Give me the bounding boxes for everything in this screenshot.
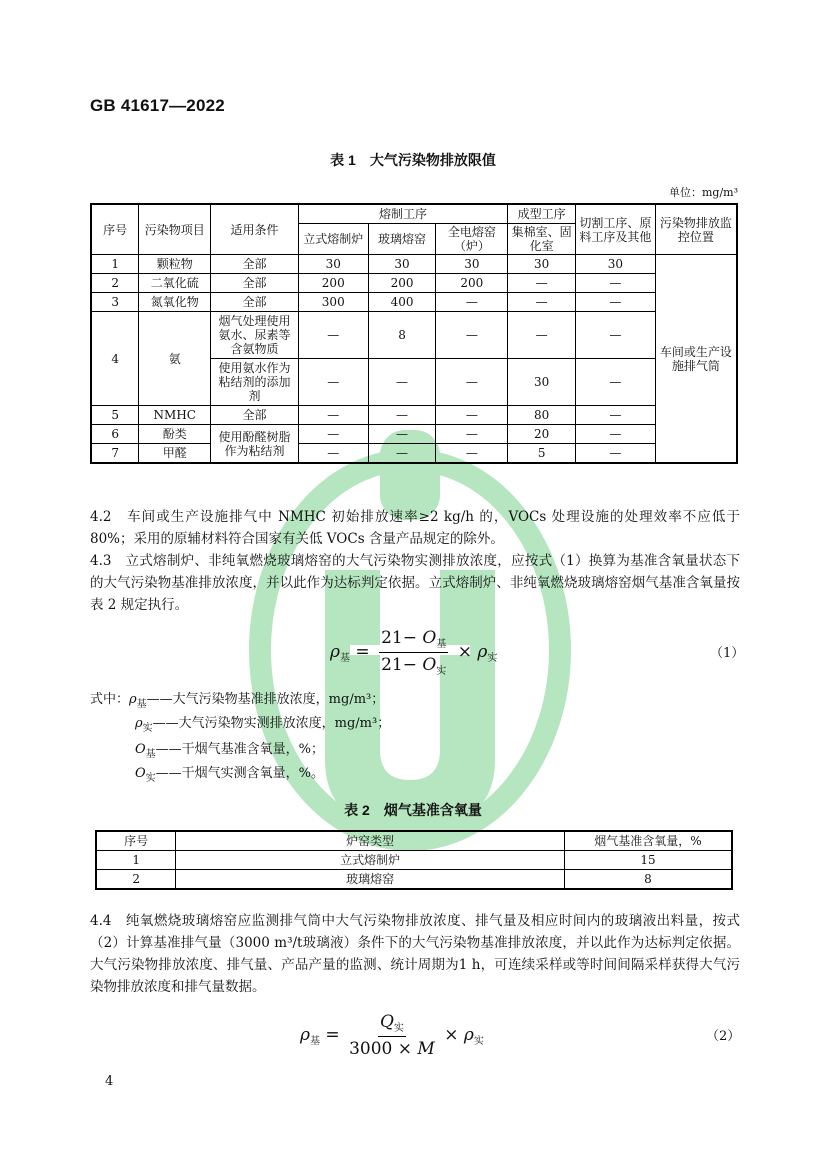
header-cell: 玻璃熔窑	[368, 224, 436, 255]
header-cell: 污染物排放监控位置	[655, 204, 737, 255]
cell: —	[368, 406, 436, 425]
cell: 颗粒物	[139, 255, 211, 274]
cell: 200	[436, 274, 508, 293]
eq-symbol: ρ	[477, 642, 488, 662]
table-row	[91, 293, 737, 312]
where-subscript: 实	[145, 773, 156, 784]
where-subscript: 基	[136, 699, 147, 710]
eq-text: 21−	[381, 628, 423, 648]
cell: 400	[368, 293, 436, 312]
cell: 全部	[211, 255, 299, 274]
cell: 1	[91, 255, 139, 274]
cell: 5	[508, 444, 576, 464]
where-subscript: 实	[142, 723, 153, 734]
cell: —	[576, 312, 656, 359]
cell: —	[508, 274, 576, 293]
eq-operator: =	[325, 1025, 340, 1045]
cell: —	[368, 359, 436, 406]
cell: 二氧化硫	[139, 274, 211, 293]
eq-symbol: ρ	[463, 1025, 474, 1045]
cell: 30	[576, 255, 656, 274]
cell: —	[368, 444, 436, 464]
where-symbol: O	[135, 742, 146, 757]
table-row	[96, 870, 732, 890]
cell: 3	[91, 293, 139, 312]
monitor-location-cell: 车间或生产设施排气筒	[655, 255, 737, 464]
where-text: ——大气污染物基准排放浓度，mg/m³；	[146, 692, 385, 707]
equation-1: $\rho_基$ = $\frac{21- O_基}{21- O_实}$ × $\rho_实$	[330, 628, 498, 677]
cell: —	[436, 312, 508, 359]
eq-subscript: 基	[340, 653, 350, 664]
cell: 氮氧化物	[139, 293, 211, 312]
header-cell: 序号	[91, 204, 139, 255]
page-number: 4	[105, 1074, 114, 1089]
header-cell: 污染物项目	[139, 204, 211, 255]
table-row	[91, 425, 737, 444]
eq-symbol: ρ	[300, 1025, 310, 1045]
table-row	[91, 406, 737, 425]
cell: 200	[298, 274, 368, 293]
table-row	[96, 851, 732, 870]
cell: 使用氨水作为粘结剂的添加剂	[211, 359, 299, 406]
cell: 4	[91, 312, 139, 406]
table-row	[91, 255, 737, 274]
table-header-row	[96, 831, 732, 851]
eq-subscript: 实	[393, 1023, 404, 1034]
cell: 全部	[211, 406, 299, 425]
cell: —	[576, 293, 656, 312]
eq-subscript: 基	[310, 1036, 320, 1047]
equation-2-number: （2）	[706, 1029, 741, 1044]
cell: —	[436, 293, 508, 312]
cell: 2	[96, 870, 176, 890]
cell: 200	[368, 274, 436, 293]
cell: 30	[508, 255, 576, 274]
cell: —	[298, 444, 368, 464]
cell: 氨	[139, 312, 211, 406]
cell: 2	[91, 274, 139, 293]
cell: —	[576, 444, 656, 464]
cell: 甲醛	[139, 444, 211, 464]
header-cell: 熔制工序	[298, 204, 507, 224]
where-subscript: 基	[145, 749, 156, 760]
table-row	[91, 274, 737, 293]
cell: 玻璃熔窑	[176, 870, 565, 890]
paragraph-4-2: 4.2 车间或生产设施排气中 NMHC 初始排放速率≥2 kg/h 的，VOCs 处理设施的处理效率不应低于 80%；采用的原辅材料符合国家有关低 VOCs 含量产品规定的除外。	[90, 509, 740, 547]
header-cell: 适用条件	[211, 204, 299, 255]
cell: 300	[298, 293, 368, 312]
where-text: ——干烟气实测含氧量，%。	[155, 766, 325, 781]
eq-fraction	[349, 1012, 435, 1059]
header-cell: 成型工序	[508, 204, 576, 224]
cell: —	[436, 406, 508, 425]
cell: 7	[91, 444, 139, 464]
header-cell: 序号	[96, 831, 176, 851]
equation-1-number: （1）	[710, 646, 745, 661]
eq-subscript: 实	[436, 666, 447, 677]
table-row	[91, 444, 737, 464]
cell: 15	[564, 851, 732, 870]
where-symbol: ρ	[135, 716, 143, 731]
emission-limits-table	[90, 203, 738, 464]
eq-subscript: 基	[436, 639, 447, 650]
where-intro: 式中：	[90, 692, 130, 707]
reference-oxygen-table	[95, 830, 733, 890]
cell: NMHC	[139, 406, 211, 425]
eq-symbol: Q	[379, 1012, 394, 1032]
where-symbol: ρ	[129, 692, 137, 707]
cell: —	[576, 359, 656, 406]
cell: 1	[96, 851, 176, 870]
cell: 30	[508, 359, 576, 406]
cell: —	[576, 425, 656, 444]
cell: —	[298, 406, 368, 425]
cell: 酚类	[139, 425, 211, 444]
where-text: ——干烟气基准含氧量，%；	[155, 742, 325, 757]
header-cell: 炉窑类型	[176, 831, 565, 851]
table-header-row	[91, 204, 737, 224]
eq-text: 3000 ×	[349, 1039, 418, 1059]
cell: —	[436, 425, 508, 444]
cell: 6	[91, 425, 139, 444]
cell: 8	[564, 870, 732, 890]
cell: 30	[436, 255, 508, 274]
where-symbol: O	[135, 766, 146, 781]
header-cell: 烟气基准含氧量，%	[564, 831, 732, 851]
cell: —	[298, 359, 368, 406]
eq-subscript: 实	[487, 653, 498, 664]
table1-caption: 表 1 大气污染物排放限值	[330, 152, 496, 168]
cell: —	[368, 425, 436, 444]
cell: —	[576, 406, 656, 425]
standard-code: GB 41617—2022	[90, 96, 225, 115]
eq-symbol: ρ	[330, 642, 340, 662]
header-cell: 切割工序、原料工序及其他	[576, 204, 656, 255]
cell: 5	[91, 406, 139, 425]
header-cell: 集棉室、固化室	[508, 224, 576, 255]
cell: 全部	[211, 293, 299, 312]
cell: —	[436, 359, 508, 406]
cell: —	[298, 312, 368, 359]
cell: 立式熔制炉	[176, 851, 565, 870]
cell: —	[298, 425, 368, 444]
cell: —	[576, 274, 656, 293]
cell: 20	[508, 425, 576, 444]
cell: 8	[368, 312, 436, 359]
where-line	[135, 712, 390, 741]
table1-unit: 单位：mg/m³	[668, 186, 738, 199]
eq-operator: ×	[444, 1025, 459, 1045]
cell: 使用酚醛树脂作为粘结剂	[211, 425, 299, 464]
cell: 30	[298, 255, 368, 274]
where-text: ——大气污染物实测排放浓度，mg/m³；	[152, 716, 391, 731]
cell: —	[508, 312, 576, 359]
header-cell: 全电熔窑（炉）	[436, 224, 508, 255]
eq-text: 21−	[381, 655, 423, 675]
eq-subscript: 实	[473, 1036, 484, 1047]
cell: 30	[368, 255, 436, 274]
table-row	[91, 312, 737, 359]
cell: 80	[508, 406, 576, 425]
eq-operator: ×	[457, 642, 472, 662]
header-cell: 立式熔制炉	[298, 224, 368, 255]
paragraph-4-3: 4.3 立式熔制炉、非纯氧燃烧玻璃熔窑的大气污染物实测排放浓度，应按式（1）换算为基准含氧量状态下的大气污染物基准排放浓度，并以此作为达标判定依据。立式熔制炉、非纯氧燃烧玻璃熔窑烟气基准含氧量按表 2 规定执行。	[90, 553, 740, 613]
eq-symbol: M	[417, 1039, 435, 1059]
eq-symbol: O	[422, 655, 437, 675]
cell: 烟气处理使用氨水、尿素等含氨物质	[211, 312, 299, 359]
table2-caption: 表 2 烟气基准含氧量	[344, 802, 482, 818]
equation-2	[300, 1012, 484, 1059]
paragraph-4-4: 4.4 纯氧燃烧玻璃熔窑应监测排气筒中大气污染物排放浓度、排气量及相应时间内的玻璃液出料量，按式（2）计算基准排气量（3000 m³/t玻璃液）条件下的大气污染物基准排放浓度，并以此作为达标判定依据。大气污染物排放浓度、排气量、产品产量的监测、统计周期为1 h，可连续采样或等时间间隔采样获得大气污染物排放浓度和排气量数据。	[90, 913, 740, 995]
eq-symbol: O	[422, 628, 437, 648]
cell: 全部	[211, 274, 299, 293]
cell: —	[436, 444, 508, 464]
cell: —	[508, 293, 576, 312]
where-line	[135, 762, 324, 791]
eq-fraction	[379, 628, 448, 677]
